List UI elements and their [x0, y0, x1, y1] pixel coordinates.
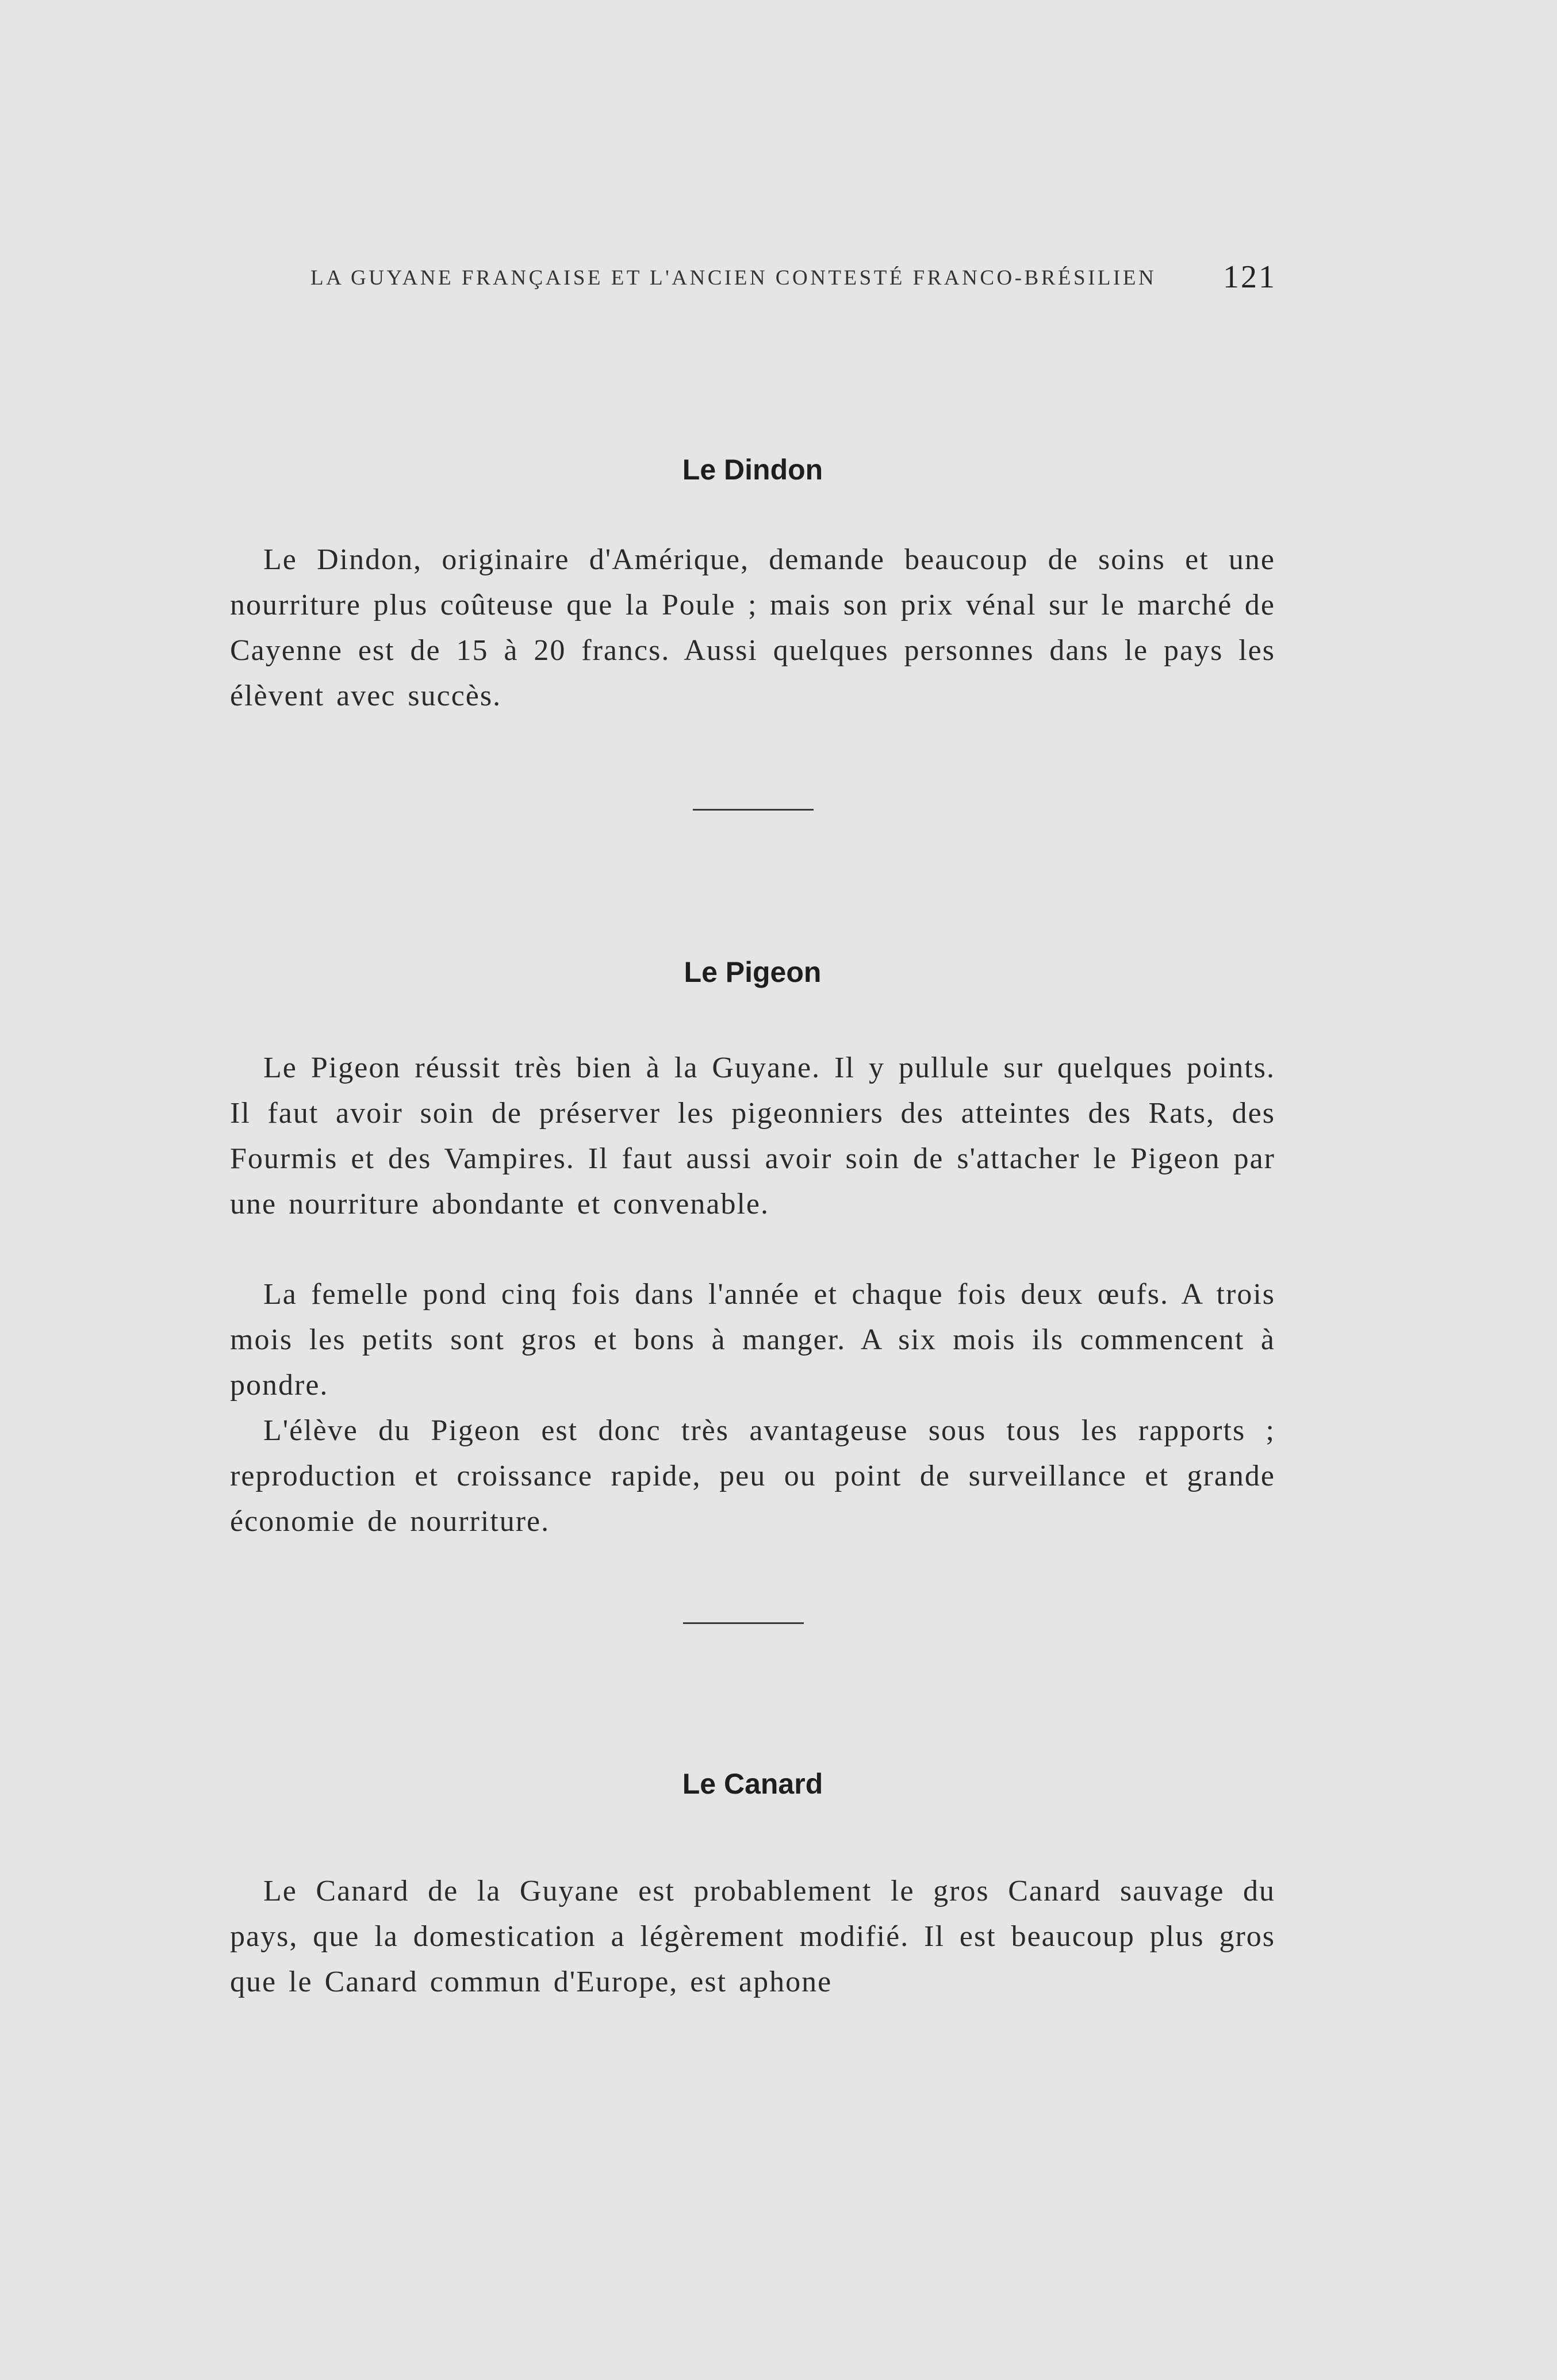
paragraph-canard: Le Canard de la Guyane est probablement le gros Canard sauvage du pays, que la domestication a légèrement modifié. Il est beaucoup plus gros que le Canard commun d'Europe, est aphone — [230, 1875, 1275, 1998]
paragraph-pigeon-1: Le Pigeon réussit très bien à la Guyane. Il y pullule sur quelques points. Il faut avoir soin de préserver les pigeonniers des atteintes des Rats, des Fourmis et des Vampires. Il faut aussi avoir soin de s'attacher le Pigeon par une nourriture abondante et convenable. — [230, 1051, 1275, 1220]
section-title-canard: Le Canard — [682, 1768, 823, 1800]
section-divider — [683, 1622, 804, 1624]
section-title-dindon: Le Dindon — [682, 454, 823, 486]
section-title-pigeon: Le Pigeon — [684, 956, 822, 988]
running-title: LA GUYANE FRANÇAISE ET L'ANCIEN CONTESTÉ FRANCO-BRÉSILIEN — [310, 266, 1157, 290]
running-head — [310, 259, 1276, 293]
section-divider — [693, 809, 814, 811]
paragraph-pigeon-2: La femelle pond cinq fois dans l'année et chaque fois deux œufs. A trois mois les petits sont gros et bons à manger. A six mois ils commencent à pondre. — [230, 1278, 1275, 1402]
paragraph-pigeon-3: L'élève du Pigeon est donc très avantageuse sous tous les rapports ; reproduction et croissance rapide, peu ou point de surveillance et grande économie de nourriture. — [230, 1414, 1275, 1538]
page-number: 121 — [1223, 259, 1276, 295]
paragraph-dindon: Le Dindon, originaire d'Amérique, demande beaucoup de soins et une nourriture plus coûteuse que la Poule ; mais son prix vénal sur le marché de Cayenne est de 15 à 20 francs. Aussi quelques personnes dans le pays les élèvent avec succès. — [230, 543, 1275, 712]
